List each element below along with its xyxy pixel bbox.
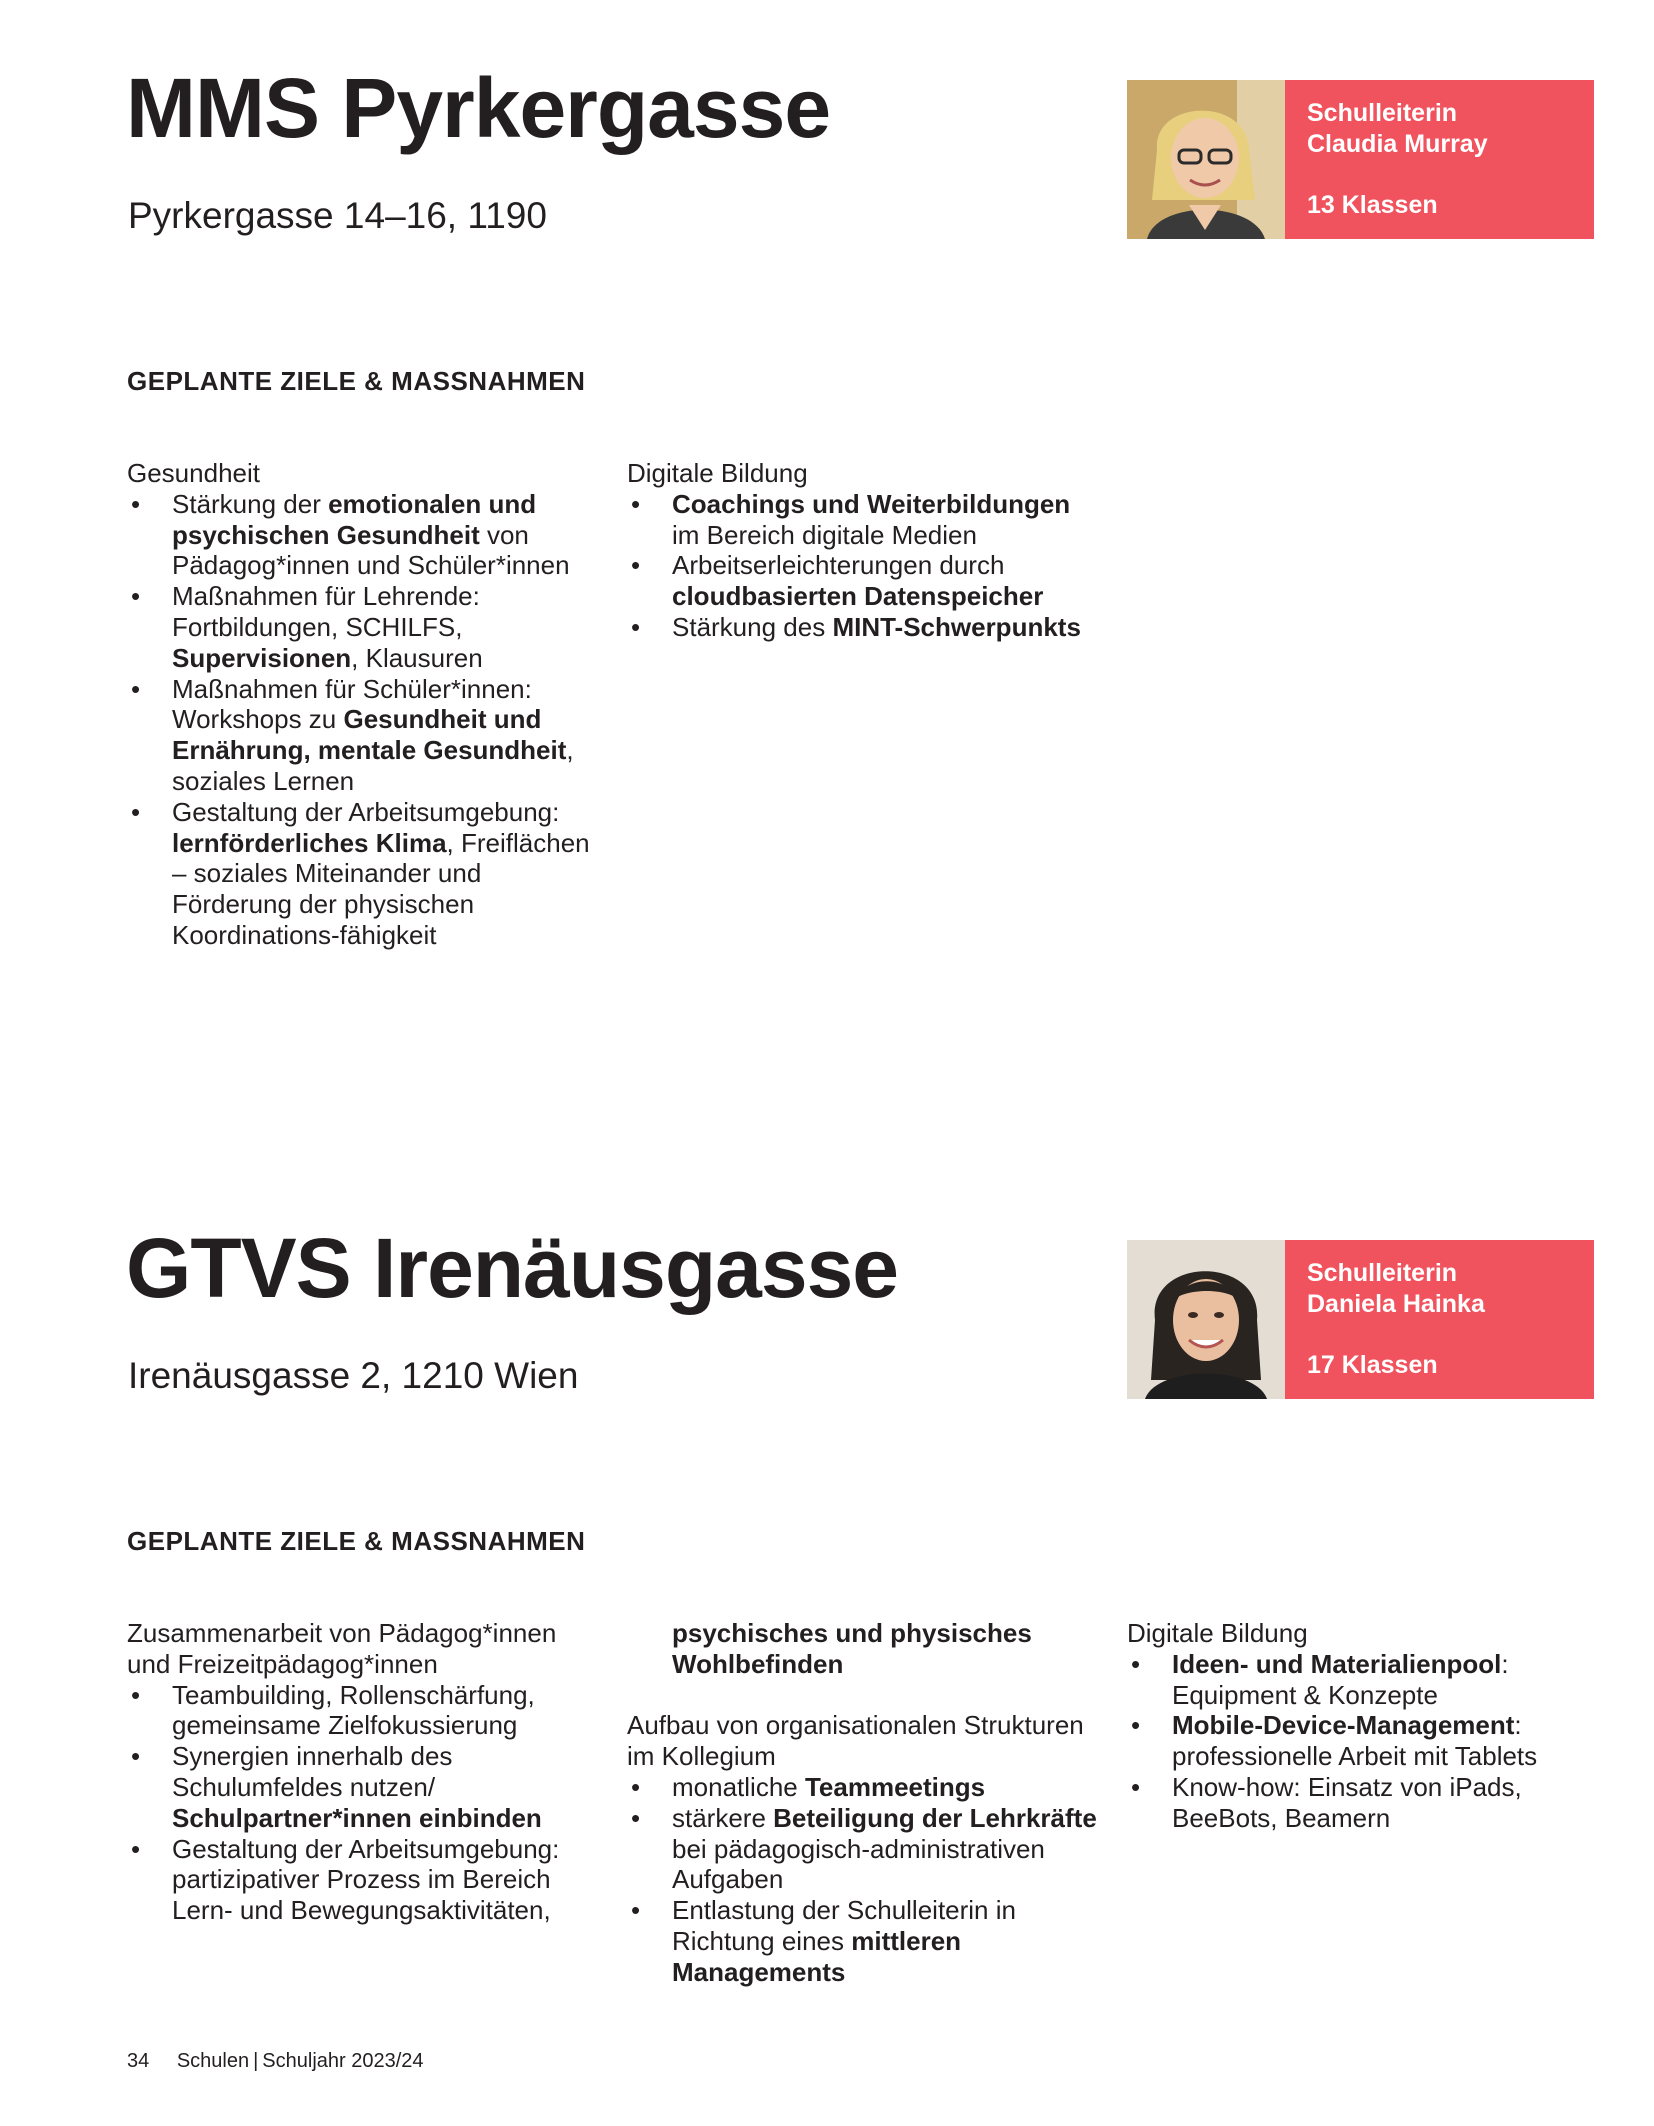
page-footer [127,2050,424,2073]
list-item: • Know-how: Einsatz von iPads, BeeBots, Beamern [1127,1772,1597,1834]
principal-name: Daniela Hainka [1307,1290,1485,1318]
principal-photo [1127,1240,1285,1399]
portrait-claudia-murray [1127,80,1285,239]
goals-column-gesundheit [127,458,597,951]
list-item: • Mobile-Device-Management: professionelle Arbeit mit Tablets [1127,1710,1597,1772]
list-item: • Teambuilding, Rollenschärfung, gemeinsame Zielfokussierung [127,1680,577,1742]
portrait-daniela-hainka [1127,1240,1285,1399]
school-title: MMS Pyrkergasse [126,61,831,155]
class-count: 17 Klassen [1307,1351,1438,1379]
column-title: Digitale Bildung [1127,1618,1308,1648]
principal-role: Schulleiterin [1307,1259,1458,1287]
principal-info [1285,1240,1594,1399]
goals-list [127,489,597,951]
list-item: • Maßnahmen für Schüler*innen: Workshops zu Gesundheit und Ernährung, mentale Gesundheit, soziales Lernen [127,674,597,797]
column-title: Gesundheit [127,458,260,488]
list-item: • Maßnahmen für Lehrende: Fortbildungen, SCHILFS, Supervisionen, Klausuren [127,581,597,673]
column-title: Aufbau von organisationalen Strukturen im Kollegium [627,1710,1084,1772]
footer-year: Schuljahr 2023/24 [262,2050,424,2072]
column-title: Digitale Bildung [627,458,808,488]
list-item: • Coachings und Weiterbildungen im Bereich digitale Medien [627,489,1097,551]
list-item: • Entlastung der Schulleiterin in Richtung eines mittleren Managements [627,1895,1097,1987]
page-number: 34 [127,2050,150,2072]
continued-text: psychisches und physisches Wohlbefinden [672,1618,1032,1679]
school-address: Pyrkergasse 14–16, 1190 [128,195,547,236]
principal-photo [1127,80,1285,239]
list-item: • stärkere Beteiligung der Lehrkräfte bei pädagogisch-administrativen Aufgaben [627,1803,1097,1895]
column-title: Zusammenarbeit von Pädagog*innen und Freizeitpädagog*innen [127,1618,557,1679]
principal-role: Schulleiterin [1307,99,1458,127]
section-heading-goals: GEPLANTE ZIELE & MASSNAHMEN [127,1526,586,1556]
list-item: • Arbeitserleichterungen durch cloudbasierten Datenspeicher [627,550,1097,612]
principal-card [1127,1240,1594,1399]
school-address: Irenäusgasse 2, 1210 Wien [128,1355,579,1396]
footer-separator: | [253,2050,259,2072]
list-item: • Gestaltung der Arbeitsumgebung: lernförderliches Klima, Freiflächen – soziales Miteinander und Förderung der physischen Koordinations-fähigkeit [127,797,597,951]
section-heading-goals: GEPLANTE ZIELE & MASSNAHMEN [127,366,586,396]
list-item: • Stärkung des MINT-Schwerpunkts [627,612,1097,643]
school-title: GTVS Irenäusgasse [126,1221,899,1315]
goals-column-digitale-bildung [627,458,1097,643]
class-count: 13 Klassen [1307,191,1438,219]
goals-column-organisation [627,1618,1097,1988]
principal-card [1127,80,1594,239]
list-item: • Gestaltung der Arbeitsumgebung: partizipativer Prozess im Bereich Lern- und Bewegungsaktivitäten, [127,1834,577,1926]
principal-name: Claudia Murray [1307,130,1488,158]
goals-column-digitale-bildung [1127,1618,1597,1834]
list-item: • Synergien innerhalb des Schulumfeldes nutzen/ Schulpartner*innen einbinden [127,1741,577,1833]
goals-list [127,1680,577,1926]
footer-section: Schulen [176,2050,250,2072]
list-item: • Ideen- und Materialienpool: Equipment & Konzepte [1127,1649,1597,1711]
goals-list [627,489,1097,643]
list-item: • monatliche Teammeetings [627,1772,1097,1803]
list-item: • Stärkung der emotionalen und psychischen Gesundheit von Pädagog*innen und Schüler*innen [127,489,597,581]
goals-list [1127,1649,1597,1834]
goals-column-zusammenarbeit [127,1618,577,1926]
goals-list [627,1772,1097,1988]
principal-info [1285,80,1594,239]
